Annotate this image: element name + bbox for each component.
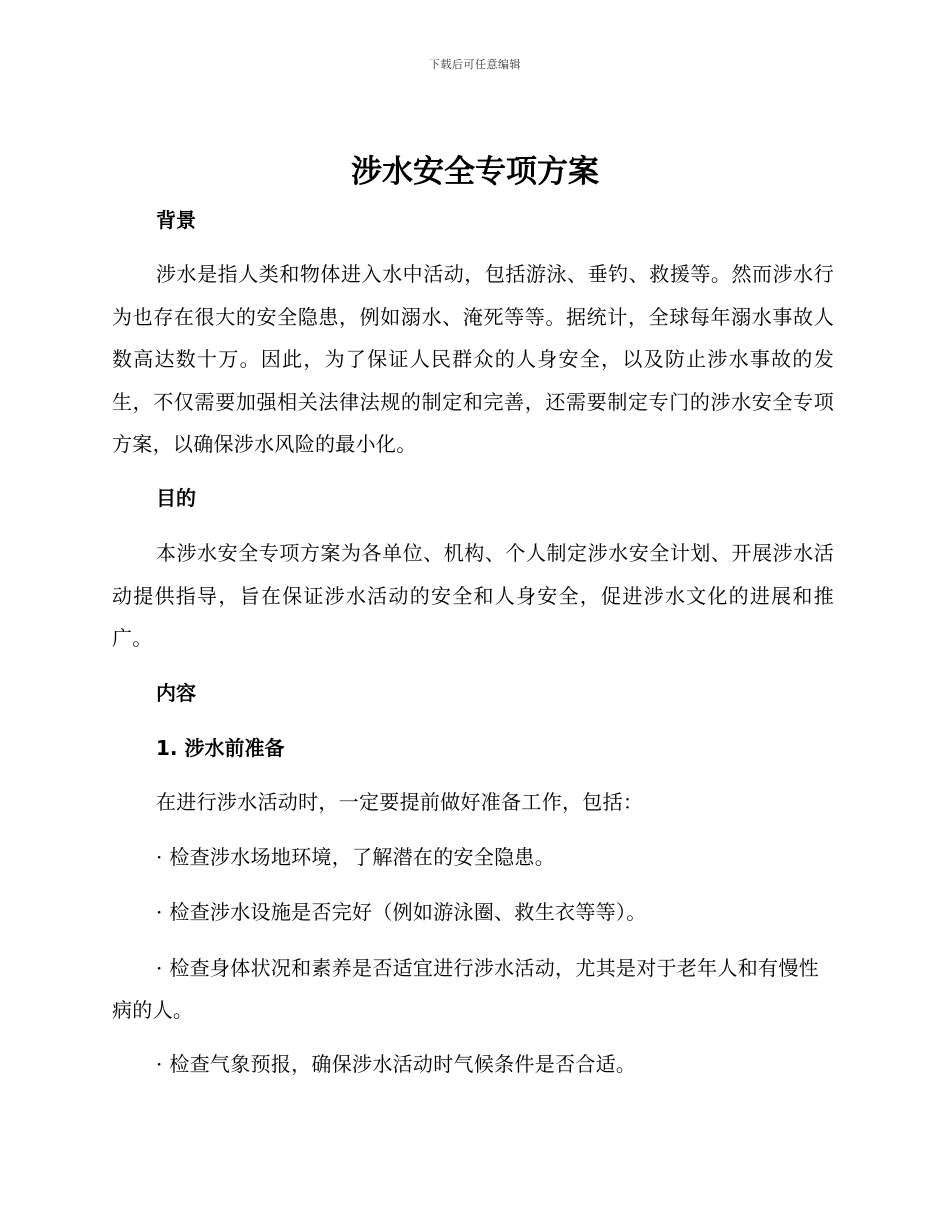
- section-heading-content: 内容: [156, 681, 196, 705]
- document-title: 涉水安全专项方案: [351, 154, 599, 190]
- subheading-preparation: 1. 涉水前准备: [156, 736, 285, 760]
- section-heading-background: 背景: [156, 208, 196, 232]
- background-paragraph: 涉水是指人类和物体进入水中活动，包括游泳、垂钓、救援等。然而涉水行为也存在很大的安全隐患，例如溺水、淹死等等。据统计，全球每年溺水事故人数高达数十万。因此，为了保证人民群众的人身安全，以及防止涉水事故的发生，不仅需要加强相关法律法规的制定和完善，还需要制定专门的涉水安全专项方案，以确保涉水风险的最小化。: [112, 262, 834, 456]
- list-item: · 检查气象预报，确保涉水活动时气候条件是否合适。: [156, 1052, 637, 1076]
- section-heading-purpose: 目的: [156, 486, 196, 510]
- purpose-paragraph: 本涉水安全专项方案为各单位、机构、个人制定涉水安全计划、开展涉水活动提供指导，旨在保证涉水活动的安全和人身安全，促进涉水文化的进展和推广。: [112, 541, 834, 650]
- list-item: · 检查涉水设施是否完好（例如游泳圈、救生衣等等）。: [156, 900, 647, 924]
- header-note: 下载后可任意编辑: [429, 58, 521, 71]
- preparation-intro: 在进行涉水活动时，一定要提前做好准备工作，包括：: [156, 790, 644, 814]
- list-item: · 检查涉水场地环境，了解潜在的安全隐患。: [156, 845, 556, 869]
- list-item: · 检查身体状况和素养是否适宜进行涉水活动，尤其是对于老年人和有慢性病的人。: [112, 956, 819, 1022]
